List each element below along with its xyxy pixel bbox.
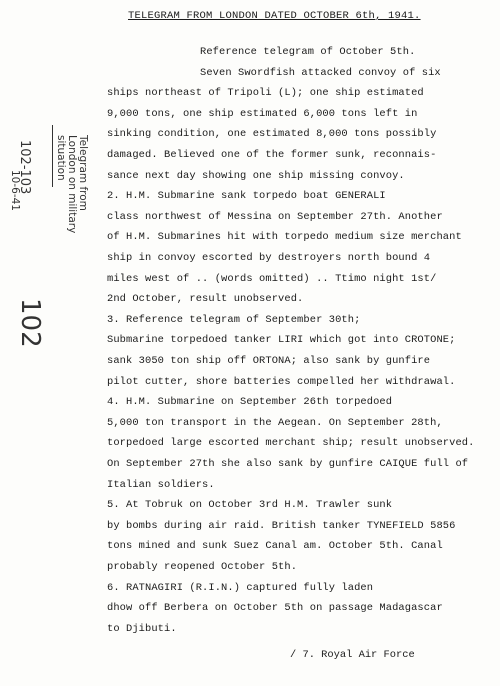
body-line: to Djibuti. <box>107 622 177 635</box>
body-line: by bombs during air raid. British tanker TYNEFIELD 5856 <box>107 519 456 532</box>
handwritten-note-line-1: Telegram from <box>77 135 89 211</box>
body-line: class northwest of Messina on September 27th. Another <box>107 210 443 223</box>
body-line: 5,000 ton transport in the Aegean. On September 28th, <box>107 416 443 429</box>
body-line: dhow off Berbera on October 5th on passage Madagascar <box>107 602 443 615</box>
body-line: pilot cutter, shore batteries compelled her withdrawal. <box>107 375 456 388</box>
handwritten-note-line-2: London on military <box>66 135 78 234</box>
body-line: sance next day showing one ship missing convoy. <box>107 169 405 182</box>
body-line: ship in convoy escorted by destroyers north bound 4 <box>107 252 431 264</box>
body-line: Seven Swordfish attacked convoy of six <box>200 66 441 79</box>
body-line: 6. RATNAGIRI (R.I.N.) captured fully laden <box>107 581 374 594</box>
document-title: TELEGRAM FROM LONDON DATED OCTOBER 6th, 1941. <box>128 10 421 22</box>
body-line: ships northeast of Tripoli (L); one ship estimated <box>107 87 424 100</box>
body-line: damaged. Believed one of the former sunk, reconnais- <box>107 149 437 161</box>
margin-bracket <box>52 125 53 187</box>
body-line: miles west of .. (words omitted) .. Ttimo night 1st/ <box>107 272 437 285</box>
body-line: probably reopened October 5th. <box>107 561 298 573</box>
handwritten-date: 10-6-41 <box>9 170 21 211</box>
body-line: sank 3050 ton ship off ORTONA; also sank by gunfire <box>107 355 431 367</box>
body-line: of H.M. Submarines hit with torpedo medium size merchant <box>107 231 462 244</box>
body-line: tons mined and sunk Suez Canal am. October 5th. Canal <box>107 540 443 553</box>
handwritten-note-line-3: situation <box>55 135 67 181</box>
handwritten-page-range: 102-103 <box>17 140 32 195</box>
body-line: 9,000 tons, one ship estimated 6,000 tons left in <box>107 107 418 120</box>
continuation-footer: / 7. Royal Air Force <box>290 649 415 662</box>
body-line: 5. At Tobruk on October 3rd H.M. Trawler sunk <box>107 499 393 512</box>
body-line: 4. H.M. Submarine on September 26th torpedoed <box>107 396 393 409</box>
body-line: Reference telegram of October 5th. <box>200 46 416 58</box>
body-line: 3. Reference telegram of September 30th; <box>107 313 361 326</box>
body-line: 2. H.M. Submarine sank torpedo boat GENERALI <box>107 190 386 203</box>
handwritten-page-number: 102 <box>15 298 45 348</box>
body-line: torpedoed large escorted merchant ship; result unobserved. <box>107 437 475 450</box>
body-line: Submarine torpedoed tanker LIRI which got into CROTONE; <box>107 334 456 347</box>
body-line: On September 27th she also sank by gunfire CAIQUE full of <box>107 458 469 470</box>
body-line: Italian soldiers. <box>107 478 215 491</box>
body-line: sinking condition, one estimated 8,000 tons possibly <box>107 128 437 141</box>
body-line: 2nd October, result unobserved. <box>107 293 304 306</box>
